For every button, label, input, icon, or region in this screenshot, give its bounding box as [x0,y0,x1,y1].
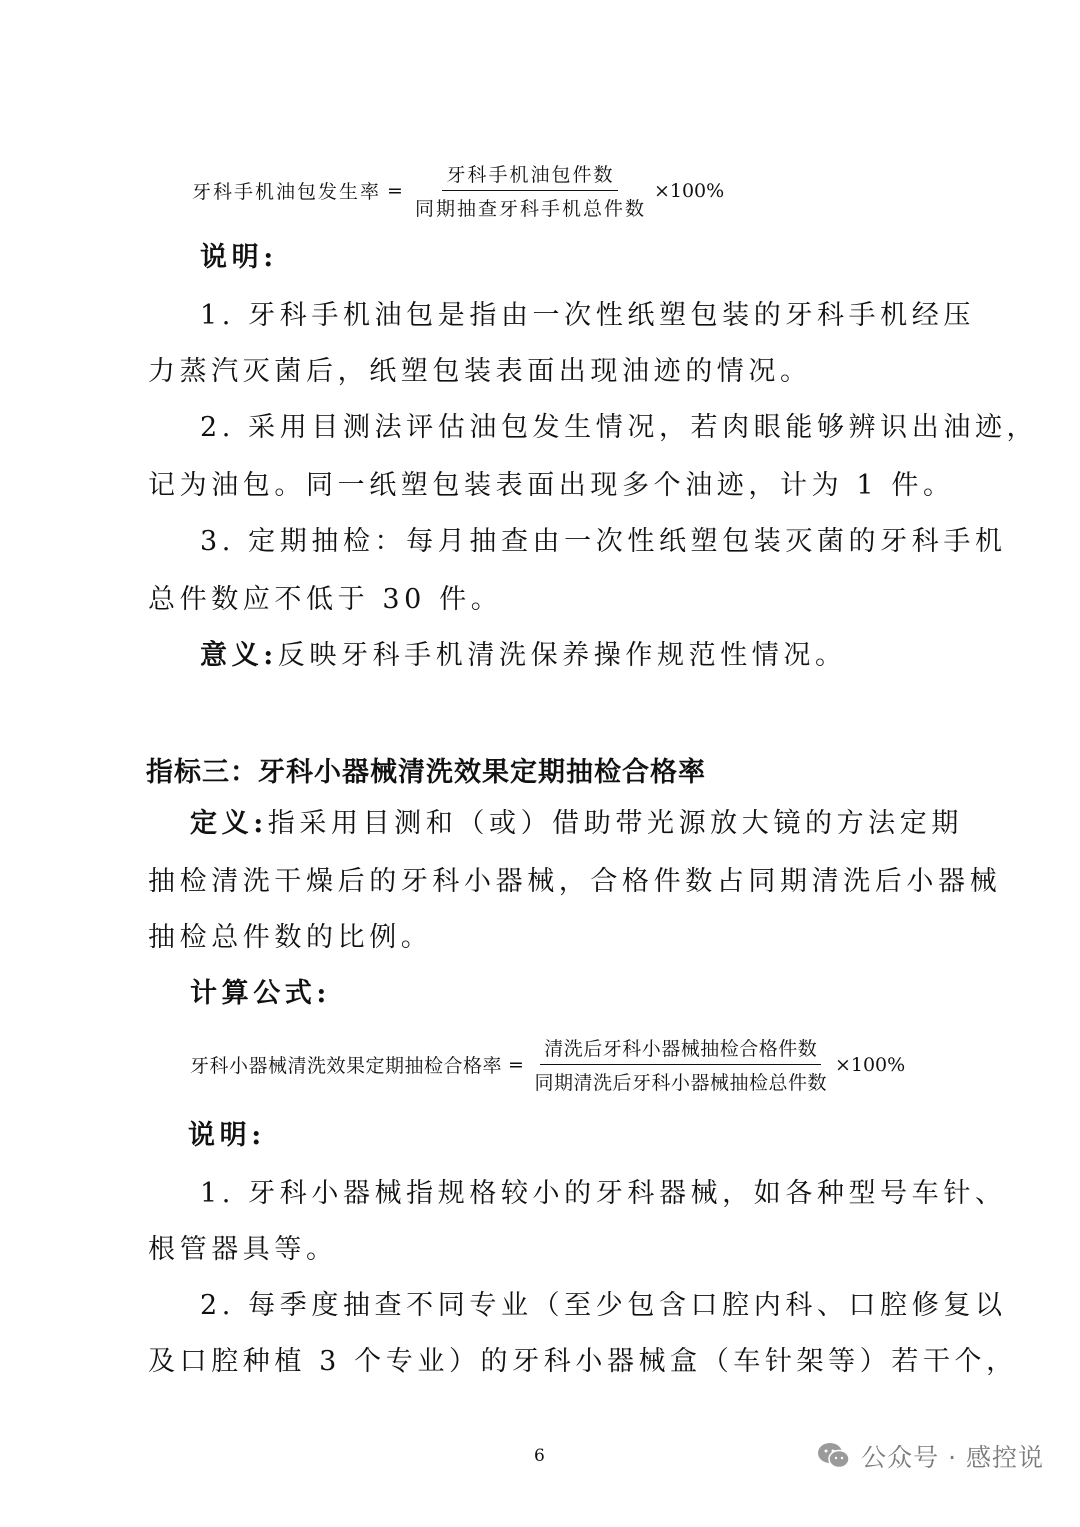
definition-line-2: 抽检清洗干燥后的牙科小器械，合格件数占同期清洗后小器械 [148,866,1002,897]
page-number: 6 [534,1446,545,1466]
formula-denominator: 同期抽查牙科手机总件数 [414,198,646,220]
formula-lhs: 牙科小器械清洗效果定期抽检合格率 [190,1055,503,1077]
formula-fraction [530,1034,831,1095]
note-line-6: 总件数应不低于 30 件。 [148,584,503,615]
note2-line-2: 根管器具等。 [148,1234,338,1265]
formula-equals: = [508,1053,525,1076]
formula-numerator: 清洗后牙科小器械抽检合格件数 [540,1034,821,1065]
meaning-label: 意义: [200,640,278,671]
note2-line-1: 1. 牙科小器械指规格较小的牙科器械，如各种型号车针、 [200,1178,1007,1209]
formula-label: 计算公式: [190,978,331,1009]
note-line-3: 2. 采用目测法评估油包发生情况，若肉眼能够辨识出油迹， [200,412,1039,443]
formula-equals: = [387,179,405,202]
formula-numerator: 牙科手机油包件数 [442,160,618,191]
formula-lhs: 牙科手机油包发生率 [192,181,382,203]
formula-oil-bag-rate [192,160,724,221]
definition-line-1 [190,808,963,840]
note-line-1: 1. 牙科手机油包是指由一次性纸塑包装的牙科手机经压 [200,300,975,331]
watermark [817,1438,1044,1474]
note-line-4: 记为油包。同一纸塑包装表面出现多个油迹，计为 1 件。 [148,470,955,501]
wechat-icon [817,1441,851,1471]
formula-denominator: 同期清洗后牙科小器械抽检总件数 [534,1072,827,1094]
definition-text-1: 指采用目测和（或）借助带光源放大镜的方法定期 [267,808,963,839]
note2-line-4: 及口腔种植 3 个专业）的牙科小器械盒（车针架等）若干个， [148,1346,1018,1377]
formula-cleaning-pass-rate [190,1034,905,1095]
watermark-text: 公众号 · 感控说 [861,1443,1044,1472]
definition-label: 定义: [190,808,268,839]
section-heading: 指标三：牙科小器械清洗效果定期抽检合格率 [146,757,706,788]
note2-line-3: 2. 每季度抽查不同专业（至少包含口腔内科、口腔修复以 [200,1290,1007,1321]
definition-line-3: 抽检总件数的比例。 [148,922,433,953]
formula-multiplier: ×100% [834,1053,906,1076]
note-label-2: 说明: [188,1120,266,1151]
note-label: 说明: [200,242,278,273]
meaning-text: 反映牙科手机清洗保养操作规范性情况。 [277,640,847,671]
note-line-5: 3. 定期抽检：每月抽查由一次性纸塑包装灭菌的牙科手机 [200,526,1007,557]
note-line-2: 力蒸汽灭菌后，纸塑包装表面出现油迹的情况。 [148,356,812,387]
meaning-line [200,640,847,672]
formula-multiplier: ×100% [653,179,725,202]
formula-fraction [411,160,650,221]
